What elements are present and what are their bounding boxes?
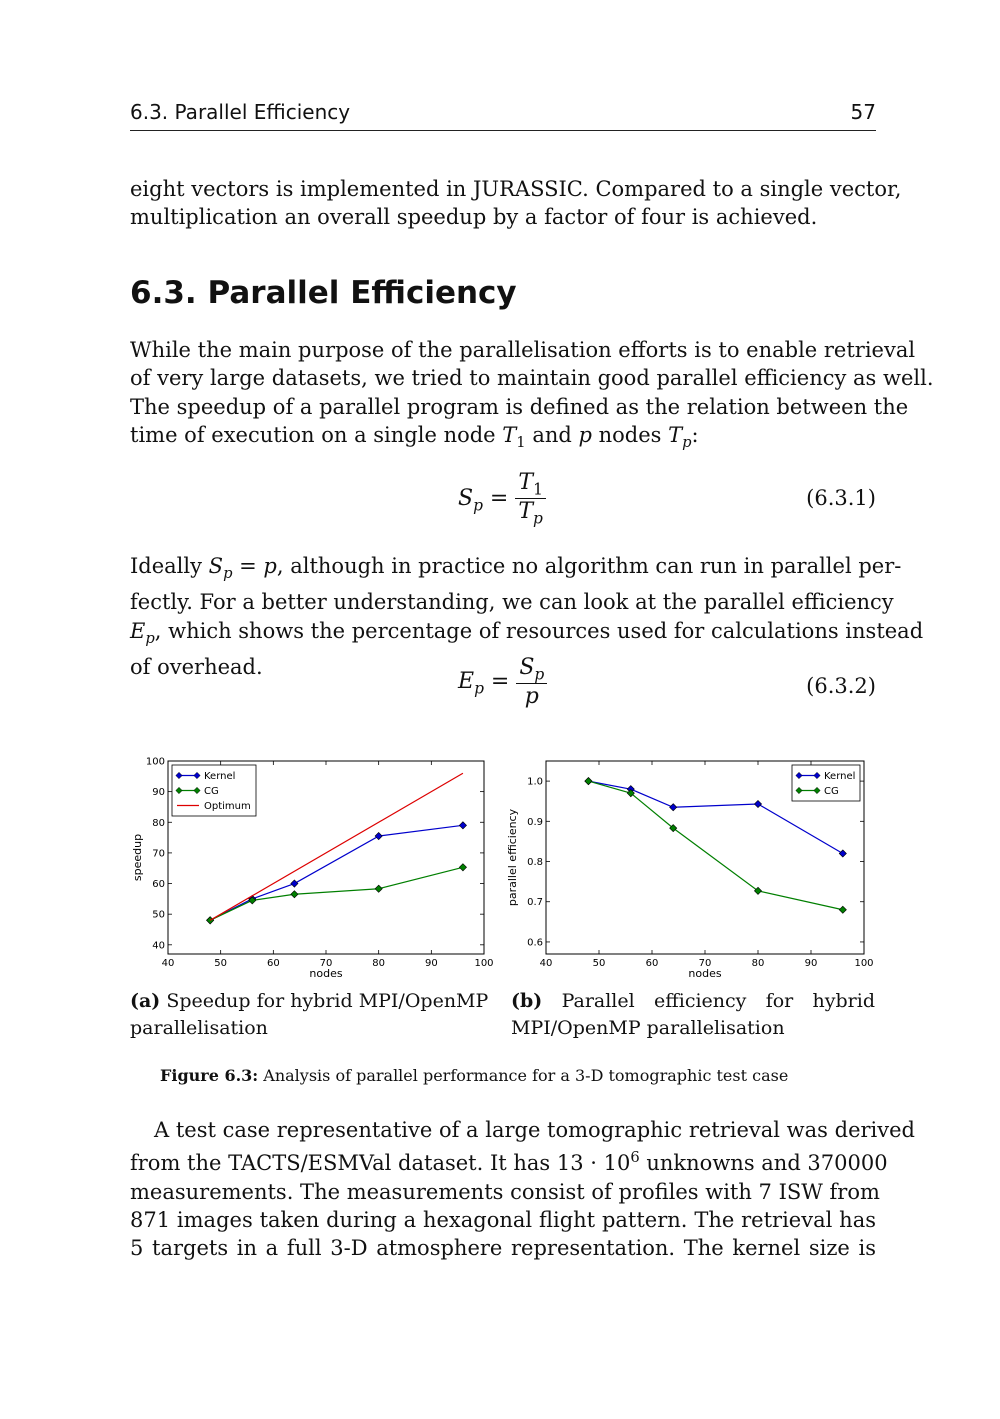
page-number: 57 bbox=[850, 100, 876, 124]
text-line: of very large datasets, we tried to maintain good parallel efficiency as well. bbox=[130, 366, 934, 391]
intro-paragraph bbox=[130, 175, 902, 232]
x-tick-label: 70 bbox=[698, 958, 712, 969]
subcaption-a bbox=[130, 988, 494, 1042]
text-line: The speedup of a parallel program is defined as the relation between the bbox=[130, 394, 909, 419]
x-axis-label: nodes bbox=[688, 967, 722, 980]
legend-label: CG bbox=[824, 786, 839, 797]
y-axis-label: speedup bbox=[131, 833, 144, 882]
x-tick-label: 90 bbox=[804, 958, 818, 969]
running-title: 6.3. Parallel Efficiency bbox=[130, 100, 351, 124]
text-line: 5 targets in a full 3-D atmosphere representation. The kernel size is bbox=[130, 1236, 876, 1261]
y-tick-label: 40 bbox=[152, 940, 165, 952]
x-tick-label: 40 bbox=[539, 958, 553, 969]
efficiency-chart bbox=[498, 752, 883, 982]
text-line: from the TACTS/ESMVal dataset. It has $13 \cdot 10^6$ unknowns and 370000 bbox=[130, 1149, 888, 1176]
figure-caption-label: Figure 6.3: bbox=[160, 1066, 259, 1085]
y-tick-label: 80 bbox=[152, 817, 165, 829]
figure-caption-text: Analysis of parallel performance for a 3-D tomographic test case bbox=[258, 1066, 789, 1085]
y-tick-label: 90 bbox=[152, 787, 165, 799]
x-tick-label: 80 bbox=[372, 958, 386, 969]
legend-label: CG bbox=[204, 786, 219, 797]
text-line: A test case representative of a large tomographic retrieval was derived bbox=[154, 1118, 915, 1142]
legend-label: Kernel bbox=[824, 771, 856, 782]
subcaption-text: Speedup for hybrid MPI/OpenMP parallelisation bbox=[130, 990, 489, 1039]
text-line: measurements. The measurements consist of profiles with 7 ISW from bbox=[130, 1179, 880, 1204]
y-tick-label: 60 bbox=[152, 879, 165, 891]
y-tick-label: 0.6 bbox=[527, 937, 543, 949]
text-line: eight vectors is implemented in JURASSIC. Compared to a single vector, bbox=[130, 177, 902, 201]
subcaption-b bbox=[511, 988, 875, 1042]
subcaption-text: Parallel efficiency for hybrid MPI/OpenMP parallelisation bbox=[511, 990, 875, 1039]
subcaption-label: (b) bbox=[511, 990, 543, 1012]
y-tick-label: 0.7 bbox=[527, 897, 543, 909]
x-axis-label: nodes bbox=[309, 967, 343, 980]
y-tick-label: 0.8 bbox=[527, 857, 543, 869]
x-tick-label: 60 bbox=[645, 958, 659, 969]
x-tick-label: 50 bbox=[214, 958, 228, 969]
text-line: of overhead. bbox=[130, 655, 263, 680]
running-header bbox=[130, 100, 876, 131]
paragraph-1 bbox=[130, 336, 934, 457]
figure-caption bbox=[160, 1066, 788, 1085]
subcaption-label: (a) bbox=[130, 990, 161, 1012]
x-tick-label: 100 bbox=[474, 958, 494, 969]
section-heading: 6.3. Parallel Efficiency bbox=[130, 275, 517, 311]
text-line: Ideally $S_p = p$, although in practice no algorithm can run in parallel per- bbox=[130, 554, 902, 583]
y-axis-label: parallel efficiency bbox=[506, 808, 519, 907]
x-tick-label: 100 bbox=[854, 958, 874, 969]
y-tick-label: 70 bbox=[152, 848, 165, 860]
text-line: fectly. For a better understanding, we can look at the parallel efficiency bbox=[130, 590, 894, 615]
speedup-chart bbox=[120, 752, 500, 982]
x-tick-label: 70 bbox=[319, 958, 333, 969]
equation-number: (6.3.1) bbox=[806, 486, 876, 510]
text-line: $E_p$, which shows the percentage of resources used for calculations instead bbox=[130, 618, 924, 647]
y-tick-label: 1.0 bbox=[527, 776, 543, 788]
equation-speedup: $S_p$ = $\frac{T_1}{T_p}$ bbox=[458, 470, 546, 528]
equation-efficiency: $E_p$ = $\frac{S_p}{p}$ bbox=[458, 655, 547, 709]
x-tick-label: 80 bbox=[751, 958, 765, 969]
y-tick-label: 100 bbox=[145, 756, 165, 768]
text-line: While the main purpose of the parallelisation efforts is to enable retrieval bbox=[130, 338, 916, 362]
text-line: multiplication an overall speedup by a factor of four is achieved. bbox=[130, 205, 818, 230]
y-tick-label: 50 bbox=[152, 909, 165, 921]
equation-number: (6.3.2) bbox=[806, 674, 876, 698]
y-tick-label: 0.9 bbox=[527, 816, 543, 828]
x-tick-label: 50 bbox=[592, 958, 606, 969]
x-tick-label: 40 bbox=[161, 958, 175, 969]
paragraph-3 bbox=[130, 1116, 915, 1262]
legend-label: Optimum bbox=[204, 801, 251, 812]
legend-label: Kernel bbox=[204, 771, 236, 782]
x-tick-label: 60 bbox=[266, 958, 280, 969]
text-line: 871 images taken during a hexagonal flight pattern. The retrieval has bbox=[130, 1207, 876, 1232]
text-line: time of execution on a single node $T_1$ and p nodes $T_p$: bbox=[130, 422, 699, 452]
x-tick-label: 90 bbox=[424, 958, 438, 969]
